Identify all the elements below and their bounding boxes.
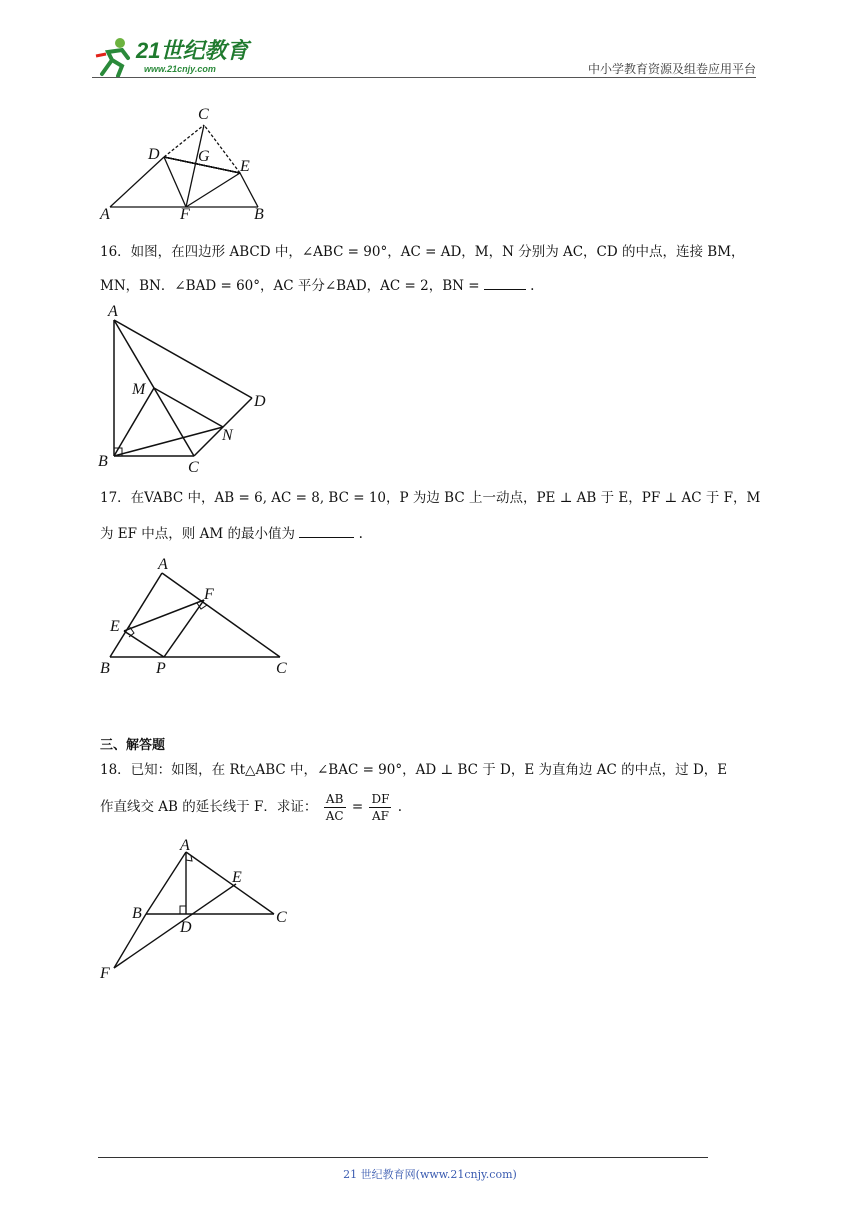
label-C: C	[198, 106, 209, 123]
equals-sign: =	[351, 799, 364, 815]
label-A: A	[158, 556, 168, 573]
q18-line2-text: 作直线交 AB 的延长线于 F．求证：	[100, 799, 318, 815]
label-N: N	[222, 427, 233, 444]
label-D: D	[254, 393, 266, 410]
label-A: A	[100, 206, 110, 223]
figure-q16	[96, 302, 286, 486]
platform-title: 中小学教育资源及组卷应用平台	[587, 62, 756, 76]
logo-text: 21世纪教育	[136, 38, 249, 63]
question-18-line1: 18．已知：如图，在 Rt△ABC 中，∠BAC = 90°，AD ⊥ BC 于 D，E 为直角边 AC 的中点，过 D，E	[100, 762, 728, 778]
frac2-numerator: DF	[371, 792, 390, 806]
label-B: B	[100, 660, 110, 677]
question-18-line2	[100, 790, 402, 824]
label-E: E	[232, 869, 242, 886]
label-D: D	[148, 146, 160, 163]
label-E: E	[240, 158, 250, 175]
page-header	[92, 30, 756, 80]
footer-divider	[98, 1157, 708, 1158]
label-F: F	[180, 206, 190, 223]
question-17-line2	[100, 523, 363, 544]
q16-line2-end: .	[530, 278, 535, 294]
fraction-ab-ac	[324, 791, 346, 824]
runner-logo-icon	[92, 34, 136, 78]
label-G: G	[198, 148, 210, 165]
q17-line2-text: 为 EF 中点，则 AM 的最小值为	[100, 526, 295, 542]
q17-line2-end: .	[358, 526, 363, 542]
label-A: A	[180, 837, 190, 854]
label-C: C	[188, 459, 199, 476]
q16-line2-text: MN，BN．∠BAD = 60°，AC 平分∠BAD，AC = 2，BN =	[100, 278, 480, 294]
label-P: P	[156, 660, 166, 677]
figure-q15	[100, 105, 270, 229]
label-C: C	[276, 660, 287, 677]
label-C: C	[276, 909, 287, 926]
frac1-numerator: AB	[324, 791, 346, 808]
figure-q17	[96, 553, 296, 687]
label-F: F	[100, 965, 110, 982]
frac1-denominator: AC	[325, 809, 344, 823]
label-E: E	[110, 618, 120, 635]
label-D: D	[180, 919, 192, 936]
label-B: B	[132, 905, 142, 922]
label-M: M	[132, 381, 146, 398]
answer-blank-q17[interactable]	[299, 523, 354, 538]
fraction-df-af	[369, 791, 391, 824]
question-16-line2	[100, 275, 534, 296]
question-17-line1: 17．在VABC 中，AB = 6, AC = 8, BC = 10，P 为边 BC 上一动点，PE ⊥ AB 于 E，PF ⊥ AC 于 F，M	[100, 490, 761, 506]
figure-q18	[96, 834, 296, 988]
answer-blank-q16[interactable]	[484, 275, 526, 290]
q18-line2-end: .	[397, 799, 403, 815]
logo-url: www.21cnjy.com	[144, 64, 216, 74]
footer-link[interactable]: 21 世纪教育网(www.21cnjy.com)	[343, 1168, 517, 1181]
label-F: F	[204, 586, 214, 603]
logo	[92, 34, 262, 78]
header-divider	[92, 77, 756, 78]
label-B: B	[98, 453, 108, 470]
section-heading: 三、解答题	[100, 738, 166, 753]
frac2-denominator: AF	[371, 809, 389, 823]
label-A: A	[108, 303, 118, 320]
question-16-line1: 16．如图，在四边形 ABCD 中，∠ABC = 90°，AC = AD，M，N 分别为 AC，CD 的中点，连接 BM，	[100, 244, 745, 260]
label-B: B	[254, 206, 264, 223]
